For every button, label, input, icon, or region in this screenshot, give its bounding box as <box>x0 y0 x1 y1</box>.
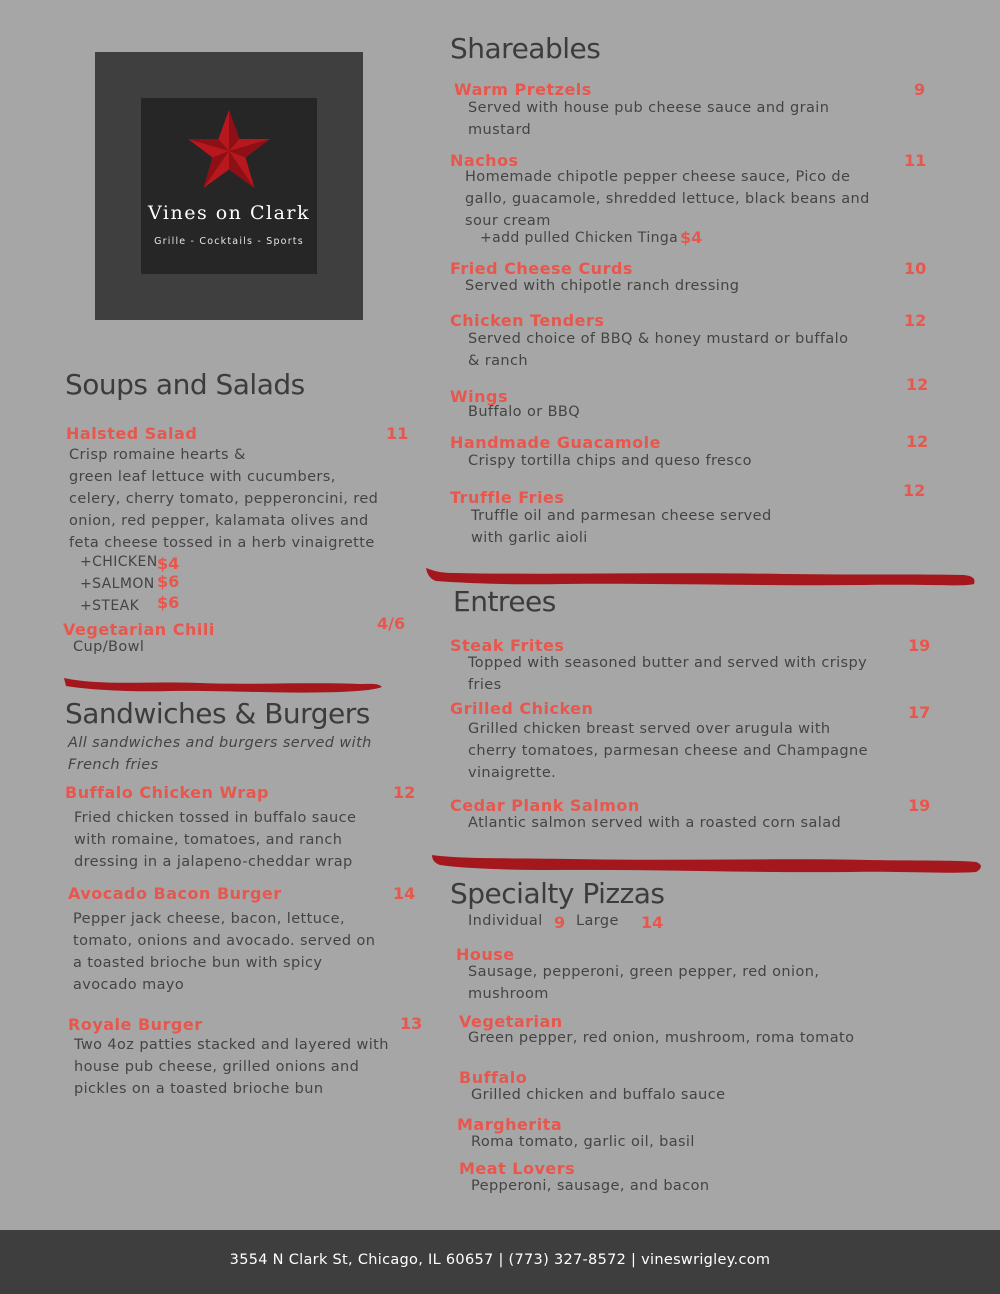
item-price: 10 <box>904 259 927 278</box>
item-description: Topped with seasoned butter and served with crispy fries <box>468 655 868 693</box>
item-price: 12 <box>393 783 416 802</box>
item-name: Margherita <box>457 1115 563 1134</box>
addon-label: +SALMON <box>80 576 155 592</box>
item-description: Green pepper, red onion, mushroom, roma tomato <box>468 1030 855 1046</box>
star-icon <box>184 108 274 194</box>
item-description: Atlantic salmon served with a roasted corn salad <box>468 815 842 831</box>
item-name: Meat Lovers <box>459 1159 576 1178</box>
item-description: Grilled chicken and buffalo sauce <box>471 1087 726 1103</box>
item-description: Two 4oz patties stacked and layered with house pub cheese, grilled onions and pickles on a toasted brioche bun <box>74 1037 389 1097</box>
addon-label: +STEAK <box>80 598 140 614</box>
addon-price: $4 <box>157 554 180 573</box>
item-name: Wings <box>450 387 508 406</box>
item-name: Steak Frites <box>450 636 565 655</box>
item-description: Homemade chipotle pepper cheese sauce, Pico de gallo, guacamole, shredded lettuce, black beans and sour cream <box>465 169 870 229</box>
item-name: Truffle Fries <box>450 488 565 507</box>
addon-label: +add pulled Chicken Tinga <box>480 230 679 246</box>
item-description: Sausage, pepperoni, green pepper, red onion, mushroom <box>468 964 820 1002</box>
item-name: Warm Pretzels <box>454 80 592 99</box>
item-description: Pepperoni, sausage, and bacon <box>471 1178 710 1194</box>
section-title-sandwiches: Sandwiches & Burgers <box>65 697 370 730</box>
item-description: Fried chicken tossed in buffalo sauce with romaine, tomatoes, and ranch dressing in a jalapeno-cheddar wrap <box>74 810 357 870</box>
item-name: House <box>456 945 515 964</box>
section-note: All sandwiches and burgers served with French fries <box>68 735 372 773</box>
item-price: 12 <box>906 375 929 394</box>
section-title-shareables: Shareables <box>450 32 601 65</box>
logo-tagline: Grille - Cocktails - Sports <box>154 236 304 247</box>
addon-price: $4 <box>680 228 703 247</box>
item-description: Grilled chicken breast served over arugula with cherry tomatoes, parmesan cheese and Champagne vinaigrette. <box>468 721 868 781</box>
size-price: 14 <box>641 913 664 932</box>
addon-price: $6 <box>157 593 180 612</box>
section-title-pizzas: Specialty Pizzas <box>450 877 665 910</box>
item-description: Crispy tortilla chips and queso fresco <box>468 453 752 469</box>
item-price: 11 <box>904 151 927 170</box>
item-name: Vegetarian <box>459 1012 563 1031</box>
item-name: Vegetarian Chili <box>63 620 215 639</box>
item-name: Cedar Plank Salmon <box>450 796 640 815</box>
item-description: Crisp romaine hearts & green leaf lettuce with cucumbers, celery, cherry tomato, pepperoncini, red onion, red pepper, kalamata olives and feta cheese tossed in a herb vinaigrette <box>69 447 379 551</box>
item-description: Buffalo or BBQ <box>468 404 581 420</box>
item-price: 14 <box>393 884 416 903</box>
item-description: Served with house pub cheese sauce and grain mustard <box>468 100 830 138</box>
item-name: Nachos <box>450 151 519 170</box>
item-description: Served with chipotle ranch dressing <box>465 278 740 294</box>
item-name: Handmade Guacamole <box>450 433 661 452</box>
item-price: 12 <box>903 481 926 500</box>
brush-divider <box>430 846 986 878</box>
item-price: 17 <box>908 703 931 722</box>
item-price: 9 <box>914 80 926 99</box>
section-title-soups: Soups and Salads <box>65 368 305 401</box>
footer-contact: 3554 N Clark St, Chicago, IL 60657 | (773) 327-8572 | vineswrigley.com <box>229 1252 771 1268</box>
item-price: 13 <box>400 1014 423 1033</box>
item-price: 12 <box>904 311 927 330</box>
section-title-entrees: Entrees <box>453 585 556 618</box>
item-name: Grilled Chicken <box>450 699 594 718</box>
logo-name: Vines on Clark <box>148 202 310 224</box>
size-price: 9 <box>554 913 566 932</box>
item-price: 12 <box>906 432 929 451</box>
item-price: 4/6 <box>377 614 406 633</box>
item-price: 11 <box>386 424 409 443</box>
item-price: 19 <box>908 636 931 655</box>
item-name: Fried Cheese Curds <box>450 259 633 278</box>
item-name: Chicken Tenders <box>450 311 605 330</box>
addon-price: $6 <box>157 572 180 591</box>
item-description: Truffle oil and parmesan cheese served with garlic aioli <box>471 508 772 546</box>
item-name: Halsted Salad <box>66 424 198 443</box>
item-name: Buffalo <box>459 1068 528 1087</box>
size-label: Individual <box>468 913 543 929</box>
item-name: Buffalo Chicken Wrap <box>65 783 269 802</box>
item-description: Cup/Bowl <box>73 639 145 655</box>
addon-label: +CHICKEN <box>80 554 158 570</box>
brush-divider <box>60 670 386 698</box>
item-name: Royale Burger <box>68 1015 203 1034</box>
item-description: Roma tomato, garlic oil, basil <box>471 1134 695 1150</box>
item-description: Pepper jack cheese, bacon, lettuce, tomato, onions and avocado. served on a toasted brioche bun with spicy avocado mayo <box>73 911 376 993</box>
item-description: Served choice of BBQ & honey mustard or buffalo & ranch <box>468 331 849 369</box>
item-name: Avocado Bacon Burger <box>68 884 282 903</box>
size-label: Large <box>576 913 619 929</box>
item-price: 19 <box>908 796 931 815</box>
